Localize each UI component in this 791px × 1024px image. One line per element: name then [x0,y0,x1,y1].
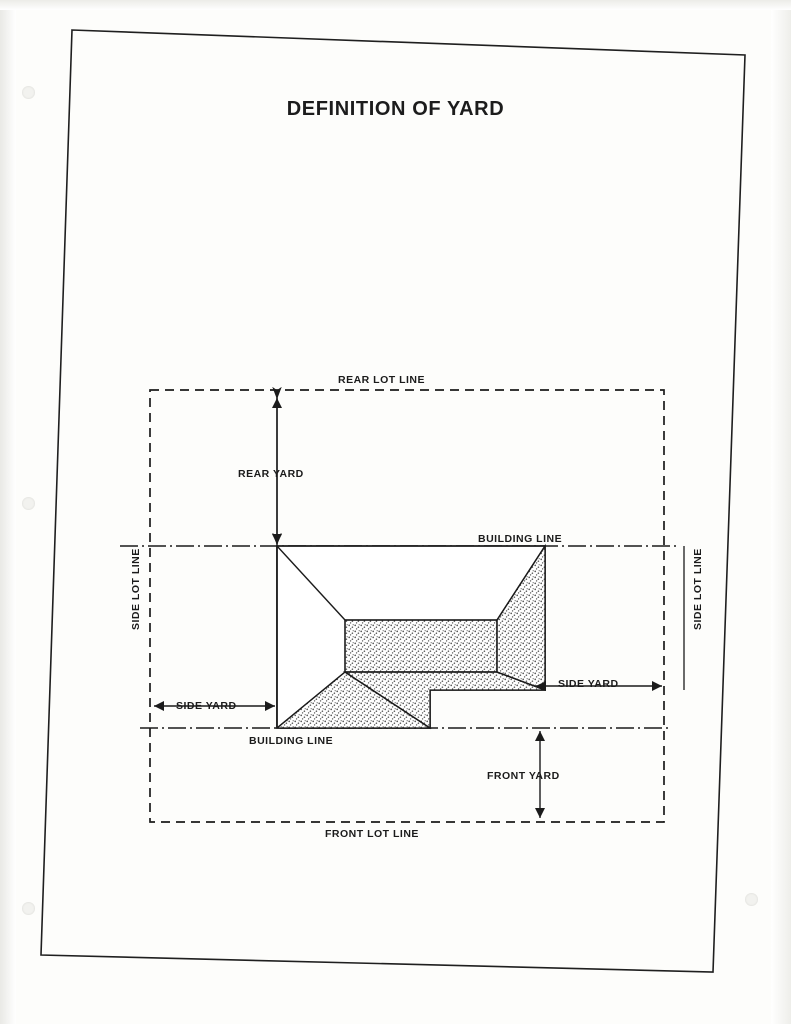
label-rear-yard: REAR YARD [238,468,304,480]
label-front-lot-line: FRONT LOT LINE [325,828,419,840]
building-footprint [277,546,545,728]
label-side-yard-left: SIDE YARD [176,700,237,712]
label-rear-lot-line: REAR LOT LINE [338,374,425,386]
label-building-line-top: BUILDING LINE [478,533,563,545]
label-front-yard: FRONT YARD [487,770,560,782]
label-side-yard-right: SIDE YARD [558,678,619,690]
page-title: DEFINITION OF YARD [286,98,505,120]
label-side-lot-line-left: SIDE LOT LINE [130,548,142,630]
label-building-line-bottom: BUILDING LINE [249,735,334,747]
label-side-lot-line-right: SIDE LOT LINE [692,548,704,630]
